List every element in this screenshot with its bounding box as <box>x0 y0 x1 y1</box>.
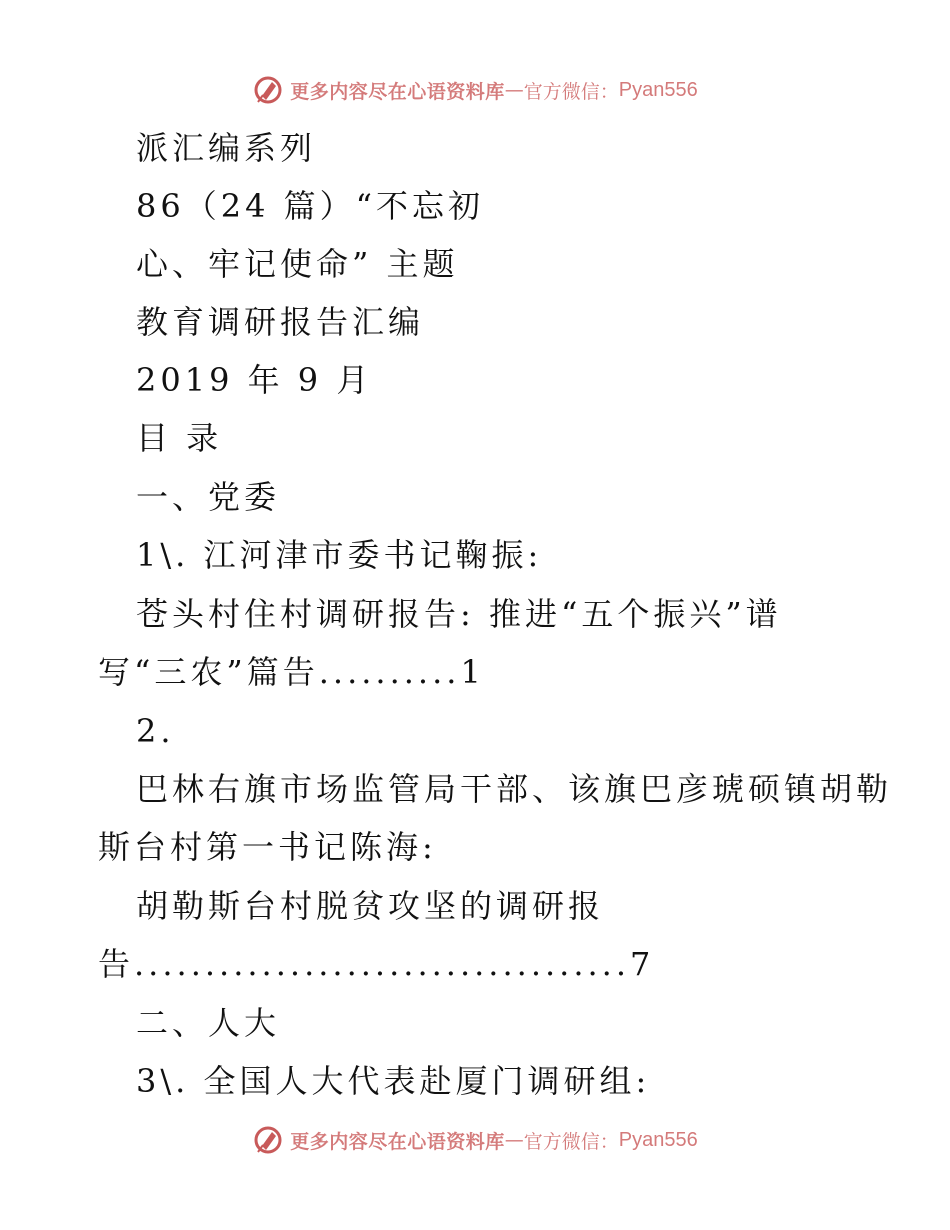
toc-section: 一、党委 <box>136 478 281 516</box>
watermark-banner-top <box>0 70 950 110</box>
doc-line: 86（24 篇）“不忘初 <box>136 187 484 225</box>
toc-entry: 告...................................7 <box>98 945 655 983</box>
pen-nib-circle-icon <box>252 1124 284 1156</box>
watermark-dash: — <box>504 79 524 101</box>
doc-line: 派汇编系列 <box>136 129 317 167</box>
watermark-dash: — <box>504 1129 524 1151</box>
toc-entry: 胡勒斯台村脱贫攻坚的调研报 <box>136 887 605 925</box>
watermark-wechat-id: Pyan556 <box>618 78 698 101</box>
toc-entry: 巴林右旗市场监管局干部、该旗巴彦琥硕镇胡勒 <box>136 770 893 808</box>
watermark-wechat-label: 官方微信： <box>523 80 619 103</box>
doc-line: 2019 年 9 月 <box>136 361 373 399</box>
doc-line: 心、牢记使命” 主题 <box>136 245 459 283</box>
toc-entry: 1\. 江河津市委书记鞠振: <box>136 536 543 574</box>
doc-line: 教育调研报告汇编 <box>136 303 425 341</box>
toc-entry: 3\. 全国人大代表赴厦门调研组: <box>136 1062 651 1100</box>
watermark-wechat-label: 官方微信： <box>523 1130 619 1153</box>
toc-entry: 2. <box>136 712 175 750</box>
watermark-banner-bottom <box>0 1120 950 1160</box>
watermark-wechat-id: Pyan556 <box>618 1128 698 1151</box>
toc-entry: 斯台村第一书记陈海: <box>98 828 437 866</box>
toc-entry: 苍头村住村调研报告: 推进“五个振兴”谱 <box>136 595 782 633</box>
watermark-site-text: 更多内容尽在心语资料库 <box>290 80 505 103</box>
toc-section: 二、人大 <box>136 1004 281 1042</box>
watermark-site-text: 更多内容尽在心语资料库 <box>290 1130 505 1153</box>
pen-nib-circle-icon <box>252 74 284 106</box>
toc-entry: 写“三农”篇告..........1 <box>98 653 485 691</box>
toc-heading: 目 录 <box>136 419 223 457</box>
